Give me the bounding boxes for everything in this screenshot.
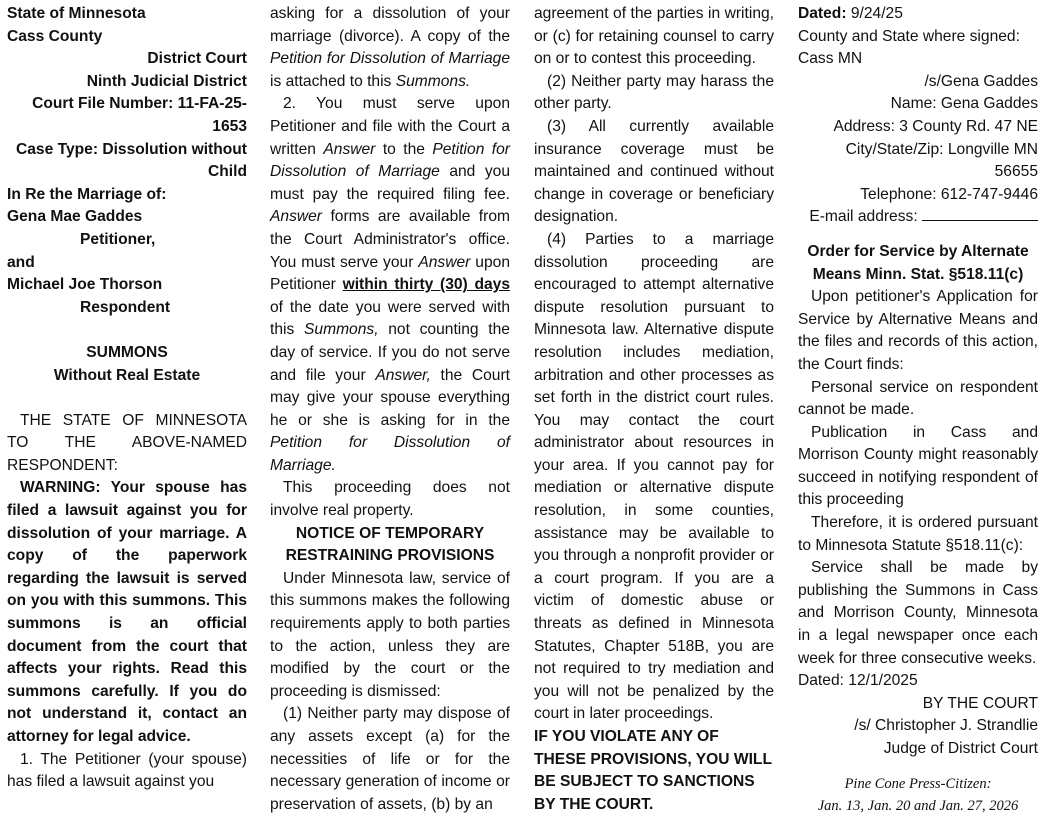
paragraph-1: 1. The Petitioner (your spouse) has filed a lawsuit against you <box>7 750 247 791</box>
respondent-name: Michael Joe Thorson <box>7 276 163 294</box>
contact-email: E-mail address: <box>798 206 1038 229</box>
order-dated: Dated: 12/1/2025 <box>798 672 918 690</box>
column-3 <box>534 3 774 816</box>
county-line: Cass County <box>7 27 103 45</box>
order-paragraph-1: Upon petitioner's Application for Service by Alternative Means and the files and records of this action, the Court finds: <box>798 288 1038 373</box>
publication-info <box>798 773 1038 817</box>
contact-address: Address: 3 County Rd. 47 NE <box>833 117 1038 135</box>
paragraph-2: 2. You must serve upon Petitioner and file with the Court a written Answer to the Petition for Dissolution of Marriage and you must pay the required filing fee. Answer forms are available from the Court Administrator's office. You must serve your Answer upon Petitioner within thirty (30) days of the date you were served with this Summons, not counting the day of service. If you do not serve and file your Answer, the Court may give your spouse everything he or she is asking for in the Petition for Dissolution of Marriage. <box>270 95 510 474</box>
paper-name: Pine Cone Press-Citizen: <box>844 775 992 792</box>
contact-name: Name: Gena Gaddes <box>890 95 1038 113</box>
petitioner-label: Petitioner, <box>80 230 156 248</box>
signed-where: County and State where signed: Cass MN <box>798 27 1020 68</box>
by-the-court: BY THE COURT <box>922 694 1038 712</box>
case-type: Case Type: Dissolution without Child <box>15 140 247 181</box>
dated-line: Dated: 9/24/25 <box>798 5 903 22</box>
state-line: State of Minnesota <box>7 5 146 22</box>
judge-title: Judge of District Court <box>883 740 1038 757</box>
paper-dates: Jan. 13, Jan. 20 and Jan. 27, 2026 <box>817 797 1019 814</box>
district-line: Ninth Judicial District <box>86 72 247 90</box>
provision-2: (2) Neither party may harass the other party. <box>534 72 774 113</box>
address-line: THE STATE OF MINNESOTA TO THE ABOVE-NAMED RESPONDENT: <box>7 411 247 474</box>
paragraph-4: Under Minnesota law, service of this summons makes the following requirements apply to both parties to the action, unless they are modified by the court or the proceeding is dismissed: <box>270 569 510 700</box>
court-line: District Court <box>147 50 247 68</box>
column-1 <box>7 3 247 794</box>
email-blank-line <box>922 206 1038 221</box>
respondent-label: Respondent <box>80 298 171 316</box>
provision-3: (3) All currently available insurance coverage must be maintained and continued without change in coverage or beneficiary designation. <box>534 117 774 226</box>
contact-city: City/State/Zip: Longville MN 56655 <box>845 140 1038 181</box>
column-2 <box>270 3 510 816</box>
column-4 <box>798 3 1038 817</box>
provision-4: (4) Parties to a marriage dissolution proceeding are encouraged to attempt alternative dispute resolution pursuant to Minnesota law. Alternative dispute resolution includes mediation, arbitration and other processes as set forth in the district court rules. You may contact the court administrator about resources in your area. If you cannot pay for mediation or alternative dispute resolution, in some counties, assistance may be available to you through a nonprofit provider or a court program. If you are a victim of domestic abuse or threats as defined in Minnesota Statutes, Chapter 518B, you are not required to try mediation and you will not be penalized by the court in later proceedings. <box>534 230 774 723</box>
file-number: Court File Number: 11-FA-25-1653 <box>32 95 247 135</box>
notice-title: NOTICE OF TEMPORARY RESTRAINING PROVISIONS <box>285 524 495 565</box>
order-paragraph-4: Therefore, it is ordered pursuant to Minnesota Statute §518.11(c): <box>798 514 1038 554</box>
summons-subtitle: Without Real Estate <box>53 366 201 384</box>
sanctions-warning: IF YOU VIOLATE ANY OF THESE PROVISIONS, YOU WILL BE SUBJECT TO SANCTIONS BY THE COURT. <box>534 728 772 813</box>
paragraph-3: This proceeding does not involve real property. <box>270 479 510 520</box>
order-paragraph-2: Personal service on respondent cannot be made. <box>798 378 1038 419</box>
in-re-line: In Re the Marriage of: <box>7 185 167 203</box>
contact-telephone: Telephone: 612-747-9446 <box>860 185 1038 203</box>
paragraph-1-continued: asking for a dissolution of your marriage (divorce). A copy of the Petition for Dissolution of Marriage is attached to this Summons. <box>270 5 510 90</box>
provision-1-continued: agreement of the parties in writing, or (c) for retaining counsel to carry on or to contest this proceeding. <box>534 5 774 68</box>
and-line: and <box>7 253 35 271</box>
petitioner-signature: /s/Gena Gaddes <box>924 72 1038 90</box>
petitioner-name: Gena Mae Gaddes <box>7 208 143 226</box>
order-paragraph-3: Publication in Cass and Morrison County might reasonably succeed in notifying respondent of this proceeding <box>798 423 1038 509</box>
order-title: Order for Service by Alternate Means Minn. Stat. §518.11(c) <box>807 242 1029 283</box>
summons-title: SUMMONS <box>86 343 168 361</box>
judge-signature: /s/ Christopher J. Strandlie <box>854 717 1038 735</box>
order-paragraph-5: Service shall be made by publishing the Summons in Cass and Morrison County, Minnesota in a legal newspaper once each week for three consecutive weeks. <box>798 559 1038 667</box>
provision-1: (1) Neither party may dispose of any assets except (a) for the necessities of life or for the necessary generation of income or preservation of assets, (b) by an <box>270 705 510 813</box>
warning-paragraph: WARNING: Your spouse has filed a lawsuit against you for dissolution of your marriage. A copy of the paperwork regarding the lawsuit is served on you with this summons. This summons is an official document from the court that affects your rights. Read this summons carefully. If you do not understand it, contact an attorney for legal advice. <box>7 479 247 745</box>
